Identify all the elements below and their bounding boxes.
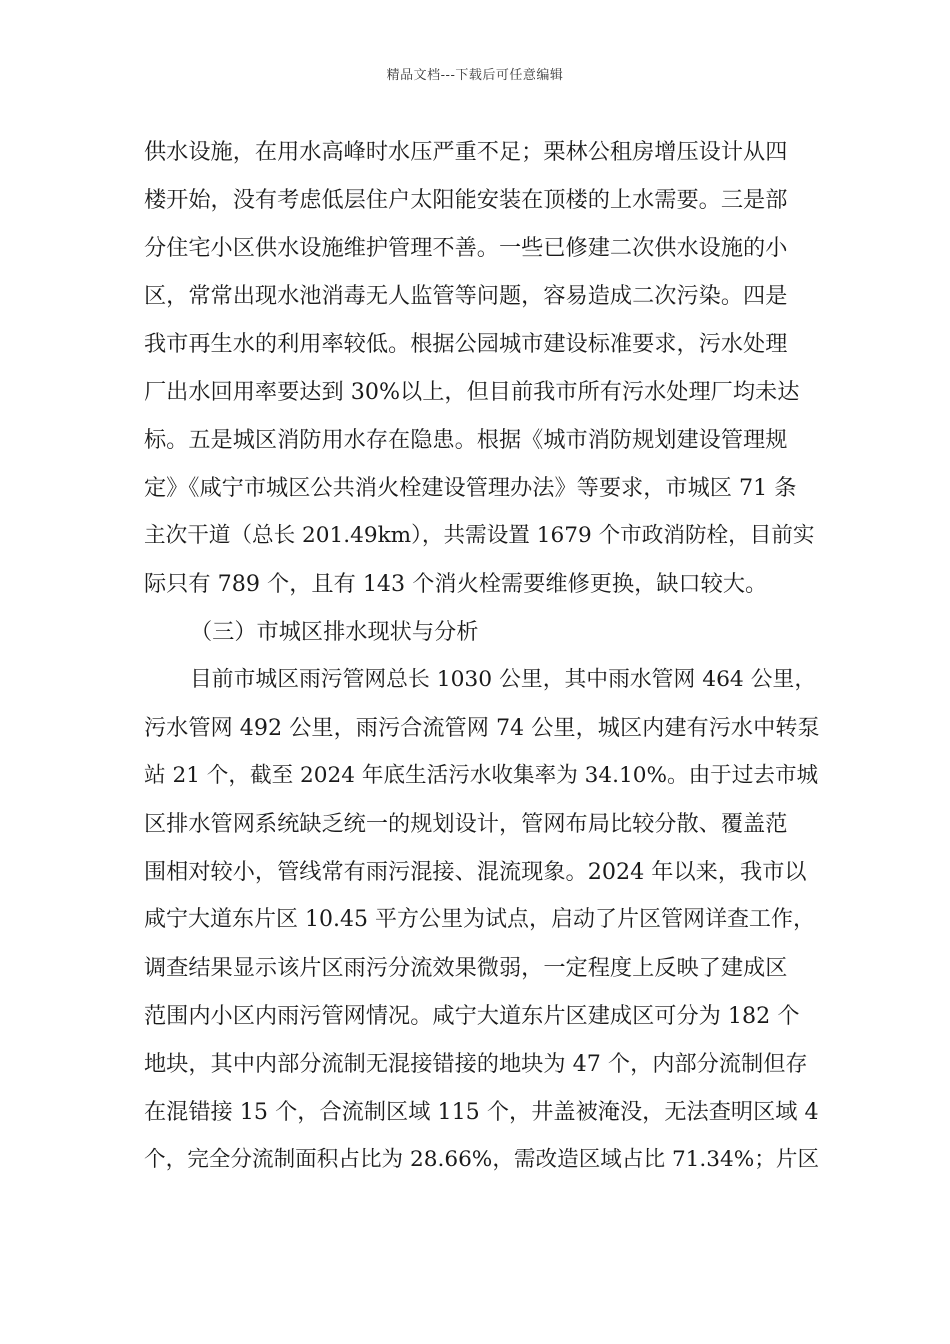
- document-body: [144, 128, 820, 1184]
- text-line: 楼开始，没有考虑低层住户太阳能安装在顶楼的上水需要。三是部: [144, 187, 788, 213]
- text-line: 站 21 个，截至 2024 年底生活污水收集率为 34.10%。由于过去市城: [144, 763, 819, 788]
- text-line: 厂出水回用率要达到 30%以上，但目前我市所有污水处理厂均未达: [144, 379, 800, 405]
- text-line: 污水管网 492 公里，雨污合流管网 74 公里，城区内建有污水中转泵: [144, 715, 820, 741]
- text-line: 咸宁大道东片区 10.45 平方公里为试点，启动了片区管网详查工作，: [144, 907, 815, 932]
- text-line: 我市再生水的利用率较低。根据公园城市建设标准要求，污水处理: [144, 331, 788, 357]
- text-line: 分住宅小区供水设施维护管理不善。一些已修建二次供水设施的小: [144, 235, 788, 261]
- page-header: 精品文档---下载后可任意编辑: [386, 68, 564, 83]
- text-line: 区排水管网系统缺乏统一的规划设计，管网布局比较分散、覆盖范: [144, 811, 788, 837]
- text-line: 个，完全分流制面积占比为 28.66%，需改造区域占比 71.34%；片区: [144, 1147, 820, 1172]
- text-line: 目前市城区雨污管网总长 1030 公里，其中雨水管网 464 公里，: [190, 667, 817, 692]
- text-line: 定》《咸宁市城区公共消火栓建设管理办法》等要求，市城区 71 条: [144, 475, 797, 501]
- section-heading: （三）市城区排水现状与分析: [190, 619, 479, 645]
- text-line: 际只有 789 个，且有 143 个消火栓需要维修更换，缺口较大。: [144, 571, 768, 597]
- text-line: 围相对较小，管线常有雨污混接、混流现象。2024 年以来，我市以: [144, 859, 807, 885]
- text-line: 标。五是城区消防用水存在隐患。根据《城市消防规划建设管理规: [144, 427, 788, 453]
- text-line: 范围内小区内雨污管网情况。咸宁大道东片区建成区可分为 182 个: [144, 1003, 800, 1029]
- text-line: 区，常常出现水池消毒无人监管等问题，容易造成二次污染。四是: [144, 283, 788, 309]
- text-line: 供水设施，在用水高峰时水压严重不足；栗林公租房增压设计从四: [144, 139, 788, 165]
- text-line: 主次干道（总长 201.49km），共需设置 1679 个市政消防栓，目前实: [144, 523, 815, 548]
- text-line: 调查结果显示该片区雨污分流效果微弱，一定程度上反映了建成区: [144, 955, 788, 981]
- text-line: 在混错接 15 个，合流制区域 115 个，井盖被淹没，无法查明区域 4: [144, 1099, 819, 1125]
- text-line: 地块，其中内部分流制无混接错接的地块为 47 个，内部分流制但存: [144, 1051, 808, 1077]
